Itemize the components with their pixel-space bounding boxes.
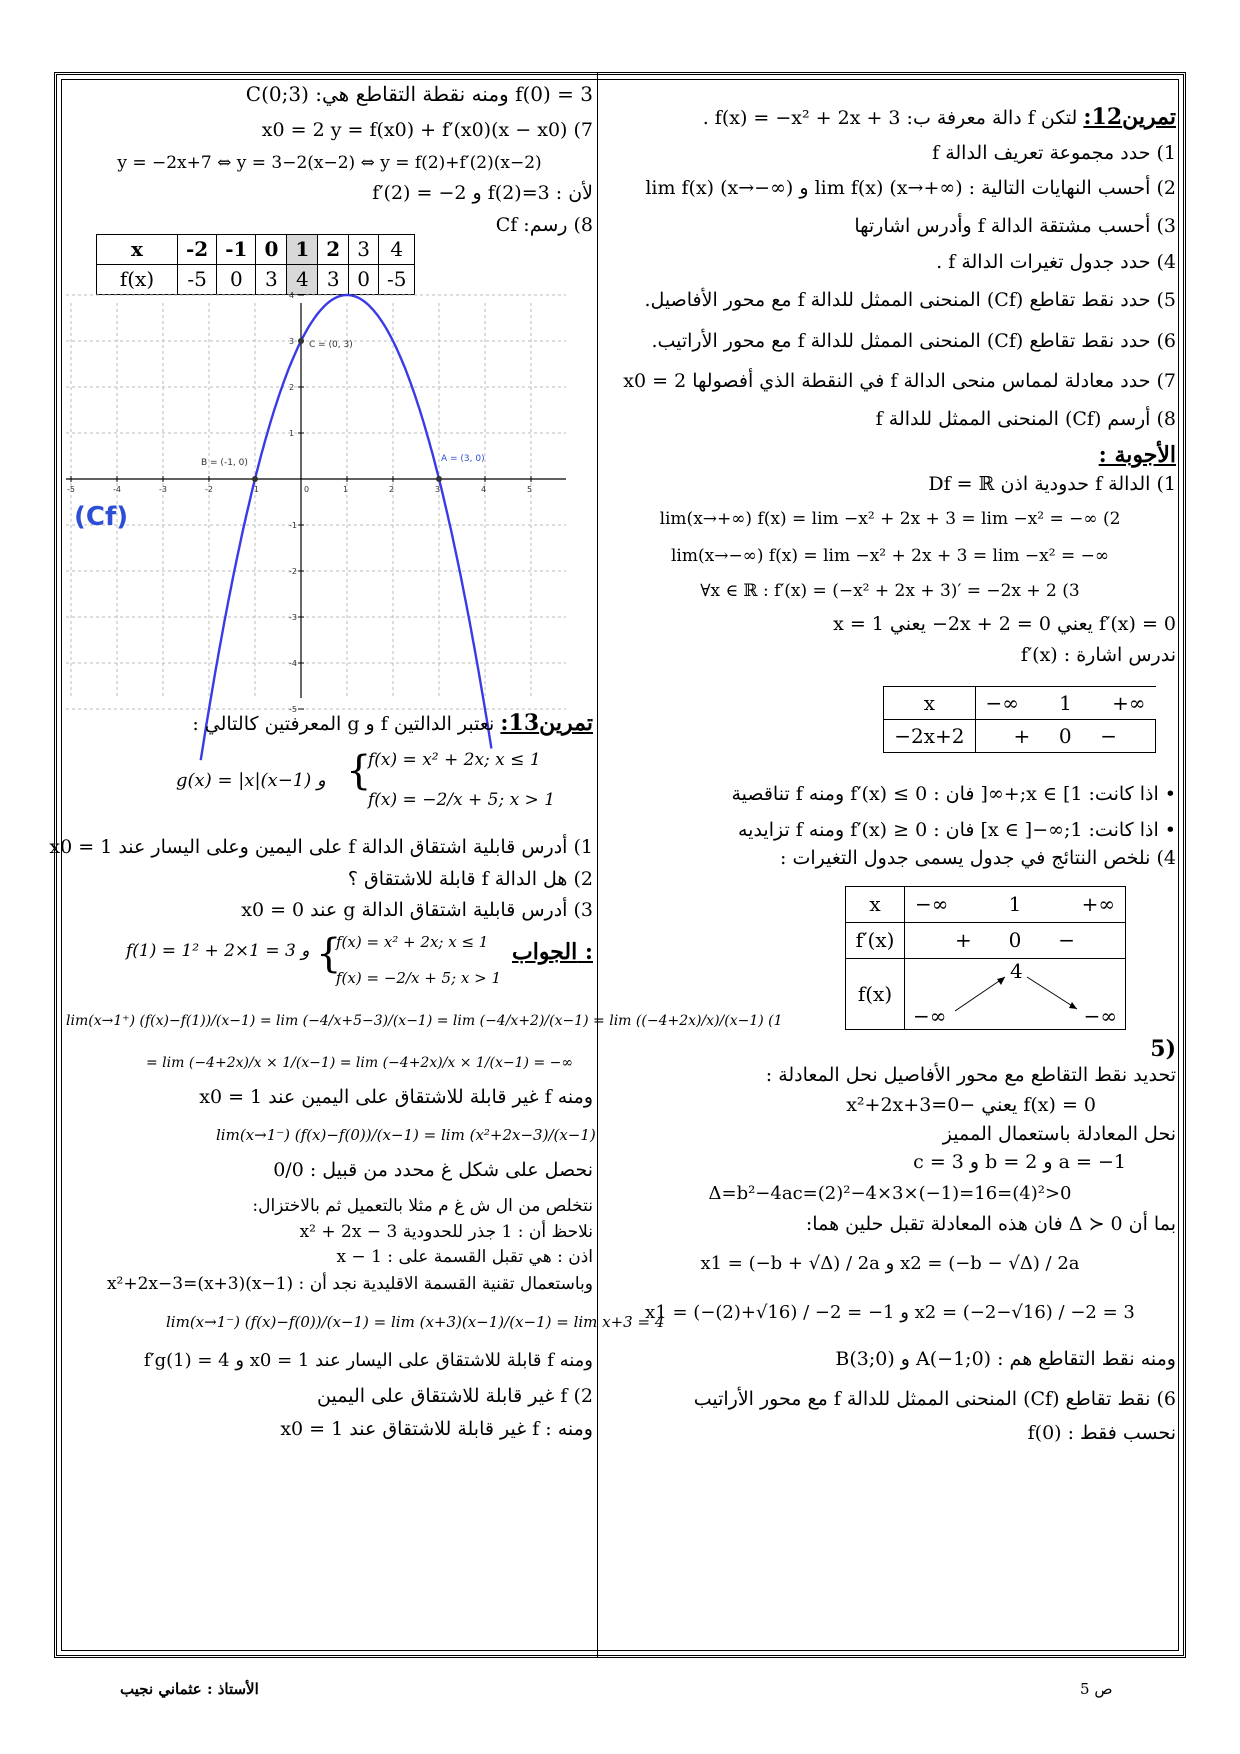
point-a-label: A = (3, 0) bbox=[441, 453, 485, 464]
ex12-a6-line2: نحسب فقط : f(0) bbox=[1027, 1421, 1176, 1444]
ex13-ans-def-f1: f(x) = x² + 2x; x ≤ 1 bbox=[336, 933, 489, 951]
values-table-y-4: 3 bbox=[318, 264, 349, 294]
left-l4: لأن : f(2)=3 و f′(2) = −2 bbox=[372, 182, 593, 204]
ex12-a5-line8: x1 = (−(2)+√16) / −2 = −1 و x2 = (−2−√16) / −2 = 3 bbox=[645, 1301, 1135, 1323]
origin-label: 0 bbox=[304, 484, 310, 494]
graph-wrapper bbox=[66, 290, 593, 714]
ex12-q4: 4) حدد جدول تغيرات الدالة f . bbox=[936, 250, 1176, 273]
ex13-lim4: lim(x→1⁻) (f(x)−f(0))/(x−1) = lim (x+3)(x−1)/(x−1) = lim x+3 = 4 bbox=[166, 1313, 665, 1332]
x-tick-label: -2 bbox=[205, 484, 213, 494]
x-tick-label: -1 bbox=[251, 484, 259, 494]
ex12-q7: 7) حدد معادلة لمماس منحى الدالة f في النقطة الذي أفصولها 2 = x0 bbox=[623, 370, 1176, 392]
ex12-a2-line2: lim(x→−∞) f(x) = lim −x² + 2x + 3 = lim −x² = −∞ bbox=[670, 546, 1109, 566]
sign-table-header-values: −∞ 1 +∞ bbox=[975, 687, 1156, 720]
ex12-a3-line2: f′(x) = 0 يعني 0 = 2 + 2x− يعني x = 1 bbox=[833, 612, 1176, 635]
var-table-x-label: x bbox=[846, 887, 905, 923]
var-table-fp-signs: + 0 − bbox=[905, 923, 1126, 959]
ex12-a5-line3: نحل المعادلة باستعمال المميز bbox=[942, 1123, 1176, 1146]
ex12-a5-line1: تحديد نقط التقاطع مع محور الأفاصيل نحل المعادلة : bbox=[765, 1063, 1176, 1086]
y-tick-label: -3 bbox=[289, 612, 297, 622]
ex13-ans-def-f2: f(x) = −2/x + 5; x > 1 bbox=[336, 969, 502, 987]
ex13-def-g: g(x) = |x|(x−1) و bbox=[176, 769, 326, 791]
var-left-end: −∞ bbox=[913, 1004, 947, 1029]
ex13-r4: نلاحظ أن : 1 جذر للحدودية x² + 2x − 3 bbox=[299, 1221, 593, 1242]
ex12-a3-line1: ∀x ∈ ℝ : f′(x) = (−x² + 2x + 3)′ = −2x + 2 (3 bbox=[700, 581, 1080, 602]
values-table-x-label: x bbox=[97, 234, 178, 264]
ex12-q6: 6) حدد نقط تقاطع (Cf) المنحنى الممثل للدالة f مع محور الأراتيب. bbox=[651, 330, 1176, 353]
ex13-answer-header bbox=[66, 931, 593, 1001]
footer-page-number: ص 5 bbox=[1080, 1680, 1113, 1698]
values-table-x-4: 2 bbox=[318, 234, 349, 264]
function-graph bbox=[66, 290, 566, 714]
ex12-a5-line5: Δ=b²−4ac=(2)²−4×3×(−1)=16=(4)²>0 bbox=[708, 1182, 1072, 1204]
values-table-y-1: 0 bbox=[217, 264, 256, 294]
values-table-x-0: -2 bbox=[178, 234, 217, 264]
ex13-lim3: lim(x→1⁻) (f(x)−f(0))/(x−1) = lim (x²+2x−3)/(x−1) bbox=[216, 1125, 596, 1144]
var-right-end: −∞ bbox=[1083, 1004, 1117, 1029]
values-table-x-3: 1 bbox=[287, 234, 318, 264]
ex12-q2: 2) أحسب النهايات التالية : lim f(x) (x→+∞) و lim f(x) (x→−∞) bbox=[645, 177, 1176, 200]
parabola-curve bbox=[201, 295, 492, 760]
var-table-f-label: f(x) bbox=[846, 959, 905, 1030]
ex13-definitions bbox=[66, 746, 593, 828]
y-tick-label: 4 bbox=[289, 290, 295, 300]
ex13-q2: 2) هل الدالة f قابلة للاشتقاق ؟ bbox=[347, 867, 593, 890]
ex13-intro: نعتبر الدالتين f و g المعرفتين كالتالي : bbox=[192, 713, 495, 736]
footer-teacher: الأستاذ : عثماني نجيب bbox=[120, 1680, 259, 1698]
ex13-q1: 1) أدرس قابلية اشتقاق الدالة f على اليمين وعلى اليسار عند x0 = 1 bbox=[49, 835, 593, 858]
point-a-dot bbox=[436, 476, 442, 482]
ex12-bullet2: • اذا كانت: x ∈ ]−∞;1] فان : f′(x) ≥ 0 ومنه f تزايديه bbox=[737, 818, 1176, 841]
y-tick-label: -4 bbox=[289, 658, 297, 668]
var-max: 4 bbox=[1010, 959, 1023, 984]
ex13-def-f1: f(x) = x² + 2x; x ≤ 1 bbox=[368, 749, 541, 770]
ex13-r1: ومنه f غير قابلة للاشتقاق على اليمين عند x0 = 1 bbox=[199, 1086, 593, 1108]
ex12-q5: 5) حدد نقط تقاطع (Cf) المنحنى الممثل للدالة f مع محور الأفاصيل. bbox=[644, 288, 1176, 311]
ex12-a4: 4) نلخص النتائج في جدول يسمى جدول التغيرات : bbox=[780, 846, 1176, 869]
ex12-title: تمرين12: bbox=[1083, 104, 1176, 130]
values-table-y-2: 3 bbox=[256, 264, 287, 294]
ex12-bullet1: • اذا كانت: x ∈ [1;+∞[ فان : f′(x) ≤ 0 ومنه f تناقصية bbox=[731, 783, 1176, 805]
left-l5: 8) رسم: Cf bbox=[495, 213, 593, 236]
ex13-brace-2: { bbox=[316, 931, 342, 977]
sign-table-row-label: −2x+2 bbox=[884, 720, 975, 753]
x-tick-label: 3 bbox=[435, 484, 441, 494]
ex13-f1-value: f(1) = 1² + 2×1 = 3 و bbox=[126, 941, 310, 961]
ex13-r9: ومنه : f غير قابلة للاشتقاق عند x0 = 1 bbox=[280, 1418, 593, 1441]
variation-table bbox=[845, 886, 1126, 1030]
x-tick-label: 5 bbox=[527, 484, 533, 494]
x-tick-label: -4 bbox=[113, 484, 121, 494]
ex12-a5-line7: x1 = (−b + √Δ) / 2a و x2 = (−b − √Δ) / 2a bbox=[700, 1253, 1080, 1274]
values-table-y-3: 4 bbox=[287, 264, 318, 294]
ex12-a3-line3: ندرس اشارة : f′(x) bbox=[1020, 644, 1176, 667]
ex12-q8: 8) أرسم (Cf) المنحنى الممثل للدالة f bbox=[875, 407, 1176, 430]
x-tick-label: -5 bbox=[67, 484, 75, 494]
x-tick-label: 2 bbox=[389, 484, 395, 494]
ex13-r2: نحصل على شكل غ محدد من قبيل : 0/0 bbox=[273, 1158, 593, 1181]
var-table-x-values: −∞ 1 +∞ bbox=[905, 887, 1126, 923]
point-b-label: B = (-1, 0) bbox=[201, 457, 248, 468]
values-table-fx-label: f(x) bbox=[97, 264, 178, 294]
ex12-a2-line1: lim(x→+∞) f(x) = lim −x² + 2x + 3 = lim −x² = −∞ (2 bbox=[659, 508, 1121, 529]
ex12-q3: 3) أحسب مشتقة الدالة f وأدرس اشارتها bbox=[854, 215, 1176, 237]
ex12-a1: 1) الدالة f حدودية اذن Df = ℝ bbox=[928, 473, 1176, 495]
left-l3: y = −2x+7 ⇔ y = 3−2(x−2) ⇔ y = f(2)+f′(2)(x−2) bbox=[117, 152, 542, 173]
var-table-f-variation bbox=[905, 959, 1126, 1030]
y-tick-label: -2 bbox=[289, 566, 297, 576]
values-table-x-1: -1 bbox=[217, 234, 256, 264]
ex13-r5: اذن : هي تقبل القسمة على : x − 1 bbox=[336, 1246, 593, 1267]
x-tick-label: 1 bbox=[343, 484, 349, 494]
x-tick-label: 4 bbox=[481, 484, 487, 494]
column-divider bbox=[597, 72, 598, 1658]
point-b-dot bbox=[252, 476, 258, 482]
sign-table-signs: + 0 − bbox=[975, 720, 1156, 753]
ex12-answers-title: الأجوبة : bbox=[1098, 441, 1176, 468]
sign-table bbox=[883, 686, 1156, 753]
values-table-x-6: 4 bbox=[378, 234, 414, 264]
values-table-x-5: 3 bbox=[349, 234, 379, 264]
right-column bbox=[604, 76, 1176, 1445]
ex12-a5-number: (5 bbox=[1150, 1036, 1176, 1063]
left-l2: 7) x0 = 2 y = f(x0) + f′(x0)(x − x0) bbox=[261, 119, 593, 141]
ex13-r8: 2) f غير قابلة للاشتقاق على اليمين bbox=[317, 1384, 593, 1407]
point-c-label: C = (0, 3) bbox=[309, 339, 353, 350]
y-tick-label: 2 bbox=[289, 382, 295, 392]
y-tick-label: 1 bbox=[289, 428, 295, 438]
y-tick-label: -1 bbox=[289, 520, 297, 530]
y-tick-label: 3 bbox=[289, 336, 295, 346]
values-table-x-2: 0 bbox=[256, 234, 287, 264]
ex12-a5-line6: بما أن Δ ≻ 0 فان هذه المعادلة تقبل حلين هما: bbox=[805, 1213, 1176, 1236]
y-tick-label: -5 bbox=[289, 704, 297, 714]
ex13-title: تمرين13: bbox=[500, 710, 593, 737]
ex12-a5-line4: a = −1 و b = 2 و c = 3 bbox=[913, 1151, 1126, 1173]
left-column bbox=[49, 76, 783, 1442]
ex13-r7: ومنه f قابلة للاشتقاق على اليسار عند 1 = x0 و f′g(1) = 4 bbox=[143, 1350, 593, 1371]
ex13-brace: { bbox=[346, 747, 372, 794]
ex13-r6: وباستعمال تقنية القسمة الاقليدية نجد أن : x²+2x−3=(x+3)(x−1) bbox=[106, 1274, 593, 1294]
ex13-lim2: = lim (−4+2x)/x × 1/(x−1) = lim (−4+2x)/x × 1/(x−1) = −∞ bbox=[146, 1054, 574, 1071]
values-table bbox=[96, 234, 415, 295]
curve-label: (Cf) bbox=[74, 501, 129, 532]
ex12-a5-line2: f(x) = 0 يعني −x²+2x+3=0 bbox=[846, 1093, 1096, 1116]
ex12-q1: 1) حدد مجموعة تعريف الدالة f bbox=[932, 141, 1176, 164]
x-tick-label: -3 bbox=[159, 484, 167, 494]
ex12-intro: لتكن f دالة معرفة ب: f(x) = −x² + 2x + 3 . bbox=[702, 107, 1078, 129]
ex13-answer-title: الجواب : bbox=[512, 939, 593, 965]
ex13-header bbox=[66, 710, 593, 738]
ex12-header bbox=[604, 104, 1176, 132]
ex13-lim1: lim(x→1⁺) (f(x)−f(1))/(x−1) = lim (−4/x+5−3)/(x−1) = lim (−4/x+2)/(x−1) = lim ((−4+2x)/x)/(x−1) (1 bbox=[66, 1013, 783, 1029]
sign-table-x-label: x bbox=[884, 687, 975, 720]
ex13-def-f2: f(x) = −2/x + 5; x > 1 bbox=[368, 789, 556, 810]
var-table-fp-label: f′(x) bbox=[846, 923, 905, 959]
ex12-a5-line9: ومنه نقط التقاطع هم : A(−1;0) و B(3;0) bbox=[835, 1348, 1176, 1370]
values-table-y-6: -5 bbox=[378, 264, 414, 294]
values-table-y-5: 0 bbox=[349, 264, 379, 294]
ex12-a6-line1: 6) نقط تقاطع (Cf) المنحنى الممثل للدالة f مع محور الأراتيب bbox=[693, 1387, 1176, 1410]
ex13-r3: نتخلص من ال ش غ م مثلا بالتعميل ثم بالاختزال: bbox=[252, 1196, 593, 1217]
ex13-q3: 3) أدرس قابلية اشتقاق الدالة g عند x0 = 0 bbox=[241, 899, 593, 922]
values-table-y-0: -5 bbox=[178, 264, 217, 294]
left-l1: f(0) = 3 ومنه نقطة التقاطع هي: C(0;3) bbox=[245, 82, 593, 106]
point-c-dot bbox=[298, 338, 304, 344]
